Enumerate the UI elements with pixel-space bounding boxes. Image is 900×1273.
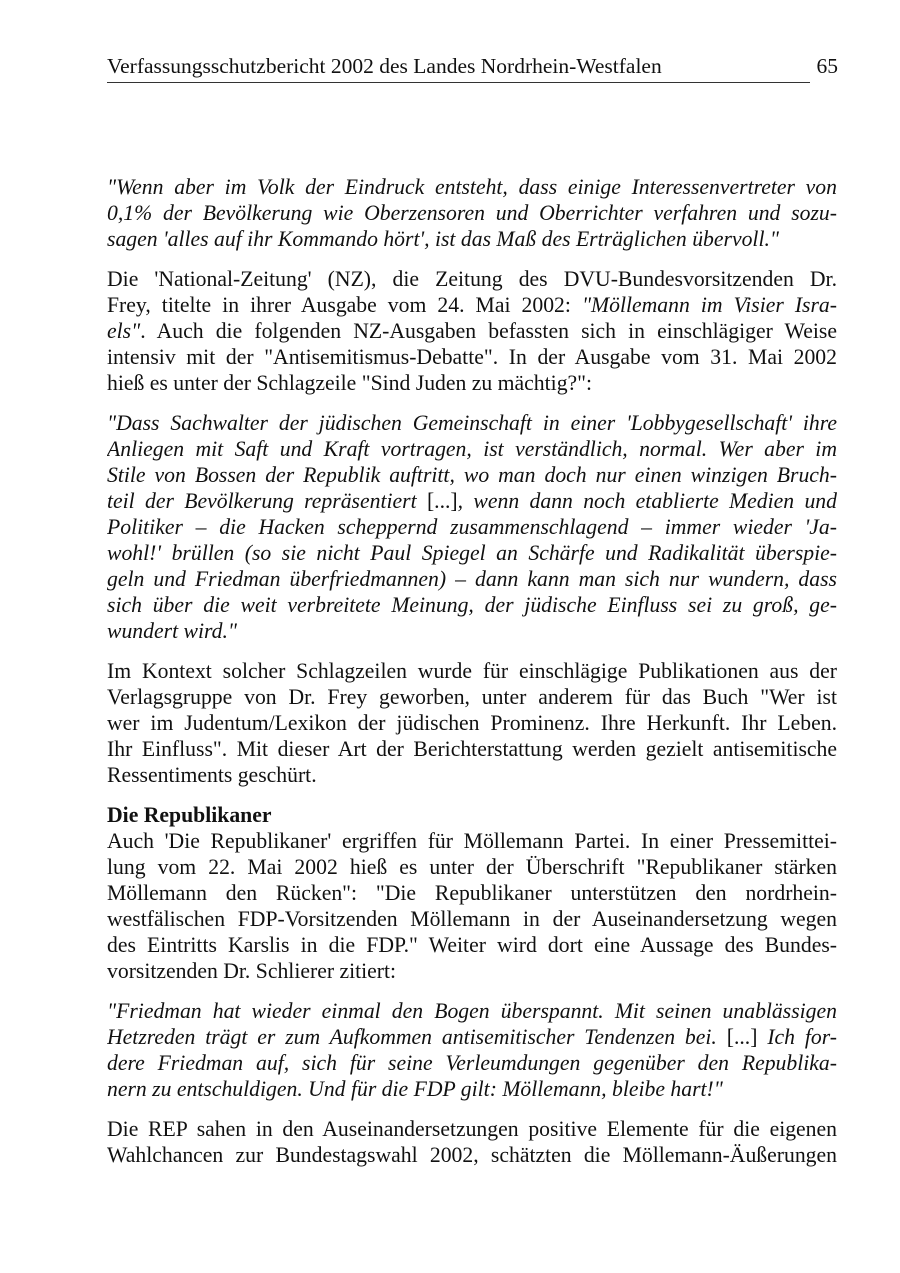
header-title: Verfassungsschutzbericht 2002 des Landes Nordrhein-Westfalen	[107, 54, 662, 78]
text-line: sich über die weit verbreitete Meinung, der jüdische Einfluss sei zu groß, ge-	[107, 593, 837, 617]
italic-run: , wenn dann noch etablierte Medien und	[457, 489, 837, 513]
text-line: Stile von Bossen der Republik auftritt, wo man doch nur einen winzigen Bruch-	[107, 463, 837, 487]
text-line: wohl!' brüllen (so sie nicht Paul Spiegel an Schärfe und Radikalität überspie-	[107, 541, 837, 565]
text-line: Auch 'Die Republikaner' ergriffen für Möllemann Partei. In einer Pressemittei-	[107, 829, 837, 853]
ellipsis: [...]	[426, 489, 458, 513]
header-rule	[107, 82, 810, 83]
paragraph-rep-wahlchancen	[107, 1116, 837, 1168]
text-line: Verlagsgruppe von Dr. Frey geworben, unter anderem für das Buch "Wer ist	[107, 685, 837, 709]
text-line: 0,1% der Bevölkerung wie Oberzensoren und Oberrichter verfahren und sozu-	[107, 201, 837, 225]
text-line: hieß es unter der Schlagzeile "Sind Juden zu mächtig?":	[107, 371, 593, 395]
paragraph-republikaner	[107, 828, 837, 984]
text-line: sagen 'alles auf ihr Kommando hört', ist das Maß des Erträglichen übervoll."	[107, 227, 779, 251]
text-line: vorsitzenden Dr. Schlierer zitiert:	[107, 959, 397, 983]
text-line: geln und Friedman überfriedmannen) – dann kann man sich nur wundern, dass	[107, 567, 837, 591]
text-line: des Eintritts Karslis in die FDP." Weiter wird dort eine Aussage des Bundes-	[107, 933, 837, 957]
text-run: . Auch die folgenden NZ-Ausgaben befassten sich in einschlägiger Weise	[140, 319, 837, 343]
text-line	[107, 292, 837, 318]
italic-run: els"	[107, 319, 141, 343]
section-heading: Die Republikaner	[107, 803, 272, 827]
text-run: Frey, titelte in ihrer Ausgabe vom 24. Mai 2002:	[107, 293, 582, 317]
text-line	[107, 318, 837, 344]
text-line: wundert wird."	[107, 619, 238, 643]
text-line: Politiker – die Hacken scheppernd zusammenschlagend – immer wieder 'Ja-	[107, 515, 837, 539]
text-line: Im Kontext solcher Schlagzeilen wurde für einschlägige Publikationen aus der	[107, 659, 837, 683]
paragraph-publikationen	[107, 658, 837, 788]
text-line: lung vom 22. Mai 2002 hieß es unter der Überschrift "Republikaner stärken	[107, 855, 837, 879]
text-line: westfälischen FDP-Vorsitzenden Möllemann in der Auseinandersetzung wegen	[107, 907, 837, 931]
italic-run: Hetzreden trägt er zum Aufkommen antisemitischer Tendenzen bei.	[107, 1025, 727, 1049]
quote-nz-1	[107, 174, 837, 252]
running-header	[107, 52, 838, 84]
quote-schlierer	[107, 998, 837, 1102]
paragraph-national-zeitung	[107, 266, 837, 396]
text-line: "Friedman hat wieder einmal den Bogen überspannt. Mit seinen unablässigen	[107, 999, 837, 1023]
quote-nz-2	[107, 410, 837, 644]
text-line: Die REP sahen in den Auseinandersetzungen positive Elemente für die eigenen	[107, 1117, 837, 1141]
text-line: nern zu entschuldigen. Und für die FDP gilt: Möllemann, bleibe hart!"	[107, 1077, 723, 1101]
text-line: Ressentiments geschürt.	[107, 763, 317, 787]
italic-run: "Möllemann im Visier Isra-	[581, 293, 837, 317]
text-line: Anliegen mit Saft und Kraft vortragen, ist verständlich, normal. Wer aber im	[107, 437, 837, 461]
text-line: wer im Judentum/Lexikon der jüdischen Prominenz. Ihre Herkunft. Ihr Leben.	[107, 711, 837, 735]
text-line: intensiv mit der "Antisemitismus-Debatte". In der Ausgabe vom 31. Mai 2002	[107, 345, 837, 369]
text-line: Möllemann den Rücken": "Die Republikaner unterstützen den nordrhein-	[107, 881, 837, 905]
text-line: Die 'National-Zeitung' (NZ), die Zeitung des DVU-Bundesvorsitzenden Dr.	[107, 267, 837, 291]
text-line: dere Friedman auf, sich für seine Verleumdungen gegenüber den Republika-	[107, 1051, 837, 1075]
italic-run: Ich for-	[757, 1025, 837, 1049]
text-line: Wahlchancen zur Bundestagswahl 2002, schätzten die Möllemann-Äußerungen	[107, 1143, 837, 1167]
page-number: 65	[816, 54, 838, 78]
italic-run: teil der Bevölkerung repräsentiert	[107, 489, 427, 513]
text-line: "Wenn aber im Volk der Eindruck entsteht, dass einige Interessenvertreter von	[107, 175, 837, 199]
text-line	[107, 488, 837, 514]
ellipsis: [...]	[726, 1025, 758, 1049]
text-line	[107, 1024, 837, 1050]
body-text	[107, 174, 837, 1168]
text-line: Ihr Einfluss". Mit dieser Art der Berichterstattung werden gezielt antisemitische	[107, 737, 837, 761]
text-line: "Dass Sachwalter der jüdischen Gemeinschaft in einer 'Lobbygesellschaft' ihre	[107, 411, 837, 435]
